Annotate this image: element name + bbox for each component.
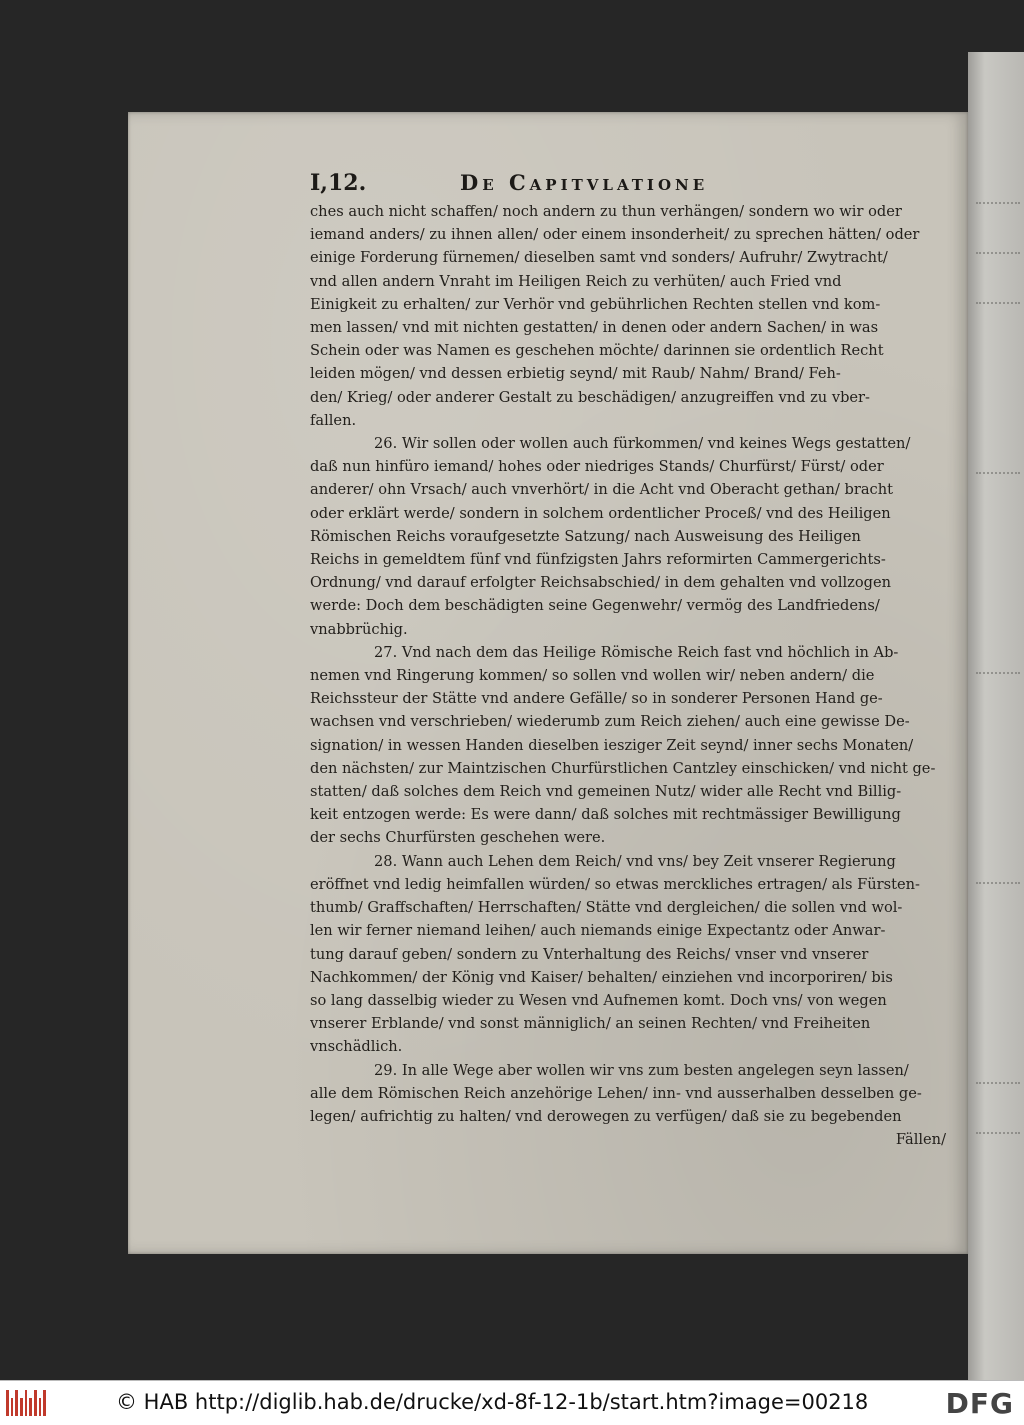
- text-line: Ordnung/ vnd darauf erfolgter Reichsabschied/ in dem gehalten vnd vollzogen: [310, 574, 892, 592]
- facing-page-ghost-line: [976, 252, 1020, 264]
- body-text: [310, 200, 946, 1151]
- facing-page-ghost-line: [976, 472, 1020, 484]
- text-line: daß nun hinfüro iemand/ hohes oder niedriges Stands/ Churfürst/ Fürst/ oder: [310, 458, 884, 476]
- text-line: Fällen/: [895, 1131, 946, 1149]
- text-line: signation/ in wessen Handen dieselben iesziger Zeit seynd/ inner sechs Monaten/: [310, 736, 914, 754]
- text-line: den/ Krieg/ oder anderer Gestalt zu beschädigen/ anzugreiffen vnd zu vber-: [310, 388, 870, 406]
- library-barcode-icon[interactable]: [6, 1390, 46, 1416]
- document-page: [128, 112, 968, 1254]
- text-line: men lassen/ vnd mit nichten gestatten/ in denen oder andern Sachen/ in was: [310, 319, 879, 337]
- text-line: len wir ferner niemand leihen/ auch niemands einige Expectantz oder Anwar-: [310, 922, 886, 940]
- text-line: Römischen Reichs voraufgesetzte Satzung/ nach Ausweisung des Heiligen: [310, 527, 861, 545]
- text-line: Reichs in gemeldtem fünf vnd fünfzigsten Jahrs reformirten Cammergerichts-: [310, 551, 886, 569]
- text-line: vnserer Erblande/ vnd sonst männiglich/ an seinen Rechten/ vnd Freiheiten: [310, 1015, 871, 1033]
- text-line: werde: Doch dem beschädigten seine Gegenwehr/ vermög des Landfriedens/: [310, 597, 880, 615]
- text-line: Schein oder was Namen es geschehen möchte/ darinnen sie ordentlich Recht: [310, 342, 884, 360]
- text-line: vnabbrüchig.: [310, 620, 408, 638]
- text-line: anderer/ ohn Vrsach/ auch vnverhört/ in die Acht vnd Oberacht gethan/ bracht: [310, 481, 893, 499]
- facing-page-ghost-line: [976, 202, 1020, 214]
- facing-page-ghost-line: [976, 1082, 1020, 1094]
- text-line: legen/ aufrichtig zu halten/ vnd derowegen zu verfügen/ daß sie zu begebenden: [310, 1107, 902, 1125]
- dfg-logo[interactable]: DFG: [945, 1387, 1014, 1420]
- text-line: so lang dasselbig wieder zu Wesen vnd Aufnemen komt. Doch vns/ von wegen: [310, 991, 887, 1009]
- text-line: statten/ daß solches dem Reich vnd gemeinen Nutz/ wider alle Recht vnd Billig-: [310, 783, 902, 801]
- text-line: Einigkeit zu erhalten/ zur Verhör vnd gebührlichen Rechten stellen vnd kom-: [310, 295, 881, 313]
- text-line: Nachkommen/ der König vnd Kaiser/ behalten/ einziehen vnd incorporiren/ bis: [310, 968, 893, 986]
- text-line: iemand anders/ zu ihnen allen/ oder einem insonderheit/ zu sprechen hätten/ oder: [310, 226, 920, 244]
- text-line: 26. Wir sollen oder wollen auch fürkommen/ vnd keines Wegs gestatten/: [374, 435, 911, 453]
- copyright-link[interactable]: © HAB http://diglib.hab.de/drucke/xd-8f-12-1b/start.htm?image=00218: [116, 1390, 869, 1414]
- text-line: alle dem Römischen Reich anzehörige Lehen/ inn- vnd ausserhalben desselben ge-: [310, 1084, 922, 1102]
- text-line: Reichssteur der Stätte vnd andere Gefälle/ so in sonderer Personen Hand ge-: [310, 690, 883, 708]
- text-line: ches auch nicht schaffen/ noch andern zu thun verhängen/ sondern wo wir oder: [310, 203, 902, 220]
- text-line: 28. Wann auch Lehen dem Reich/ vnd vns/ bey Zeit vnserer Regierung: [374, 852, 896, 870]
- text-line: eröffnet vnd ledig heimfallen würden/ so etwas merckliches ertragen/ als Fürsten-: [310, 875, 920, 893]
- facing-page-ghost-line: [976, 1132, 1020, 1144]
- text-line: nemen vnd Ringerung kommen/ so sollen vnd wollen wir/ neben andern/ die: [310, 667, 875, 685]
- viewer-footer: [0, 1380, 1024, 1425]
- facing-page-ghost-line: [976, 302, 1020, 314]
- text-line: thumb/ Graffschaften/ Herrschaften/ Stätte vnd dergleichen/ die sollen vnd wol-: [310, 899, 903, 917]
- text-line: wachsen vnd verschrieben/ wiederumb zum Reich ziehen/ auch eine gewisse De-: [310, 713, 910, 731]
- text-line: tung darauf geben/ sondern zu Vnterhaltung des Reichs/ vnser vnd vnserer: [310, 945, 869, 963]
- page-number: I,12.: [310, 170, 367, 196]
- facing-page-ghost-line: [976, 882, 1020, 894]
- text-line: vnschädlich.: [310, 1038, 403, 1056]
- facing-page-edge: [968, 52, 1024, 1380]
- text-line: fallen.: [310, 411, 357, 429]
- running-title: De Capitvlatione: [460, 170, 709, 195]
- text-line: einige Forderung fürnemen/ dieselben samt vnd sonders/ Aufruhr/ Zwytracht/: [310, 249, 888, 267]
- text-line: keit entzogen werde: Es were dann/ daß solches mit rechtmässiger Bewilligung: [310, 806, 901, 824]
- text-line: der sechs Churfürsten geschehen were.: [310, 829, 606, 847]
- text-line: 27. Vnd nach dem das Heilige Römische Reich fast vnd höchlich in Ab-: [374, 643, 899, 661]
- text-line: vnd allen andern Vnraht im Heiligen Reich zu verhüten/ auch Fried vnd: [310, 272, 842, 290]
- text-line: den nächsten/ zur Maintzischen Churfürstlichen Cantzley einschicken/ vnd nicht ge-: [310, 759, 936, 777]
- text-line: 29. In alle Wege aber wollen wir vns zum besten angelegen seyn lassen/: [374, 1061, 909, 1079]
- text-line: oder erklärt werde/ sondern in solchem ordentlicher Proceß/ vnd des Heiligen: [310, 504, 891, 522]
- text-line: leiden mögen/ vnd dessen erbietig seynd/ mit Raub/ Nahm/ Brand/ Feh-: [310, 365, 841, 383]
- facing-page-ghost-line: [976, 672, 1020, 684]
